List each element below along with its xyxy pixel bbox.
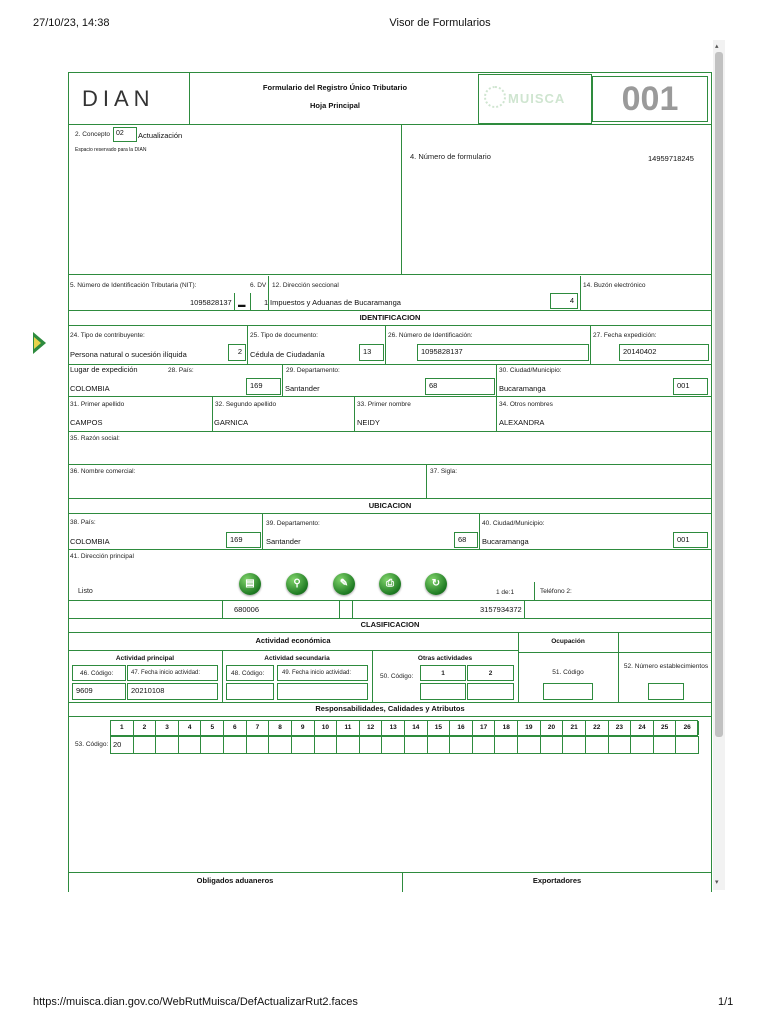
resp-column-header: 4	[179, 721, 202, 735]
resp-value-cell[interactable]	[540, 736, 564, 754]
mailbox-label: 14. Buzón electrónico	[583, 282, 646, 289]
ub-depto-label: 39. Departamento:	[266, 520, 320, 527]
codigo48-label: 48. Código:	[231, 670, 265, 677]
resp-column-header: 16	[450, 721, 473, 735]
nombre1-value: NEIDY	[357, 418, 380, 427]
dv-label: 6. DV	[250, 282, 267, 289]
concept-label: 2. Concepto	[75, 131, 111, 138]
resp-value-cell[interactable]	[336, 736, 360, 754]
concept-code-field[interactable]: 02	[113, 127, 137, 142]
pais-label: 28. País:	[168, 367, 194, 374]
resp-value-cell[interactable]	[562, 736, 586, 754]
window-title: Visor de Formularios	[389, 17, 491, 29]
form-frame	[68, 72, 712, 892]
nit-label: 5. Número de Identificación Tributaria (NIT):	[70, 282, 197, 289]
resp-column-header: 11	[337, 721, 360, 735]
resp-value-cell[interactable]	[517, 736, 541, 754]
resp-column-header: 15	[428, 721, 451, 735]
print-page-indicator: 1/1	[718, 996, 734, 1008]
resp-value-cell[interactable]	[246, 736, 270, 754]
otras-2-field[interactable]	[467, 683, 514, 700]
resp-column-header: 3	[156, 721, 179, 735]
pais-code[interactable]: 169	[246, 378, 281, 395]
reserved-space-label: Espacio reservado para la DIAN	[75, 147, 147, 153]
otras-1-field[interactable]	[420, 683, 466, 700]
tipo-contribuyente-code[interactable]: 2	[228, 344, 246, 361]
apellido2-label: 32. Segundo apellido	[215, 401, 277, 408]
depto-code[interactable]: 68	[425, 378, 495, 395]
otras-actividades-label: Otras actividades	[417, 655, 473, 662]
num52-field[interactable]	[648, 683, 684, 700]
resp-column-header: 19	[518, 721, 541, 735]
status-text: Listo	[78, 588, 93, 595]
scrollbar-up-arrow[interactable]: ▴	[715, 43, 719, 50]
print-icon[interactable]: ⎙	[379, 573, 401, 595]
resp-value-cell[interactable]	[359, 736, 383, 754]
ciudad-code[interactable]: 001	[673, 378, 708, 395]
resp-column-header: 17	[473, 721, 496, 735]
tipo-documento-value: Cédula de Ciudadanía	[250, 350, 325, 359]
ub-pais-label: 38. País:	[70, 519, 96, 526]
fecha47-label: 47. Fecha inicio actividad:	[131, 670, 201, 676]
resp-column-header: 22	[586, 721, 609, 735]
resp-value-cell[interactable]	[653, 736, 677, 754]
scrollbar[interactable]	[713, 40, 725, 890]
page-of-indicator: 1 de:1	[496, 589, 515, 596]
num52-label: 52. Número establecimientos	[623, 663, 709, 670]
apellido1-label: 31. Primer apellido	[70, 401, 125, 408]
print-url: https://muisca.dian.gov.co/WebRutMuisca/DefActualizarRut2.faces	[33, 996, 358, 1008]
resp-value-cell[interactable]	[381, 736, 405, 754]
muisca-logo: MUISCA	[508, 91, 566, 106]
concept-text: Actualización	[138, 131, 183, 140]
resp-column-header: 26	[676, 721, 699, 735]
side-nav-arrow-inner-icon	[34, 337, 41, 349]
resp-column-header: 6	[224, 721, 247, 735]
nombre2-value: ALEXANDRA	[499, 418, 545, 427]
ub-pais-code[interactable]: 169	[226, 532, 261, 548]
muisca-sun-icon	[484, 86, 506, 108]
responsabilidades-title: Responsabilidades, Calidades y Atributos	[315, 704, 465, 713]
resp-value-cell[interactable]	[291, 736, 315, 754]
nit-value: 1095828137	[190, 298, 232, 307]
resp-value-cell[interactable]	[608, 736, 632, 754]
tipo-documento-code[interactable]: 13	[359, 344, 384, 361]
act-secundaria-label: Actividad secundaria	[264, 655, 330, 662]
resp-value-cell[interactable]	[630, 736, 654, 754]
dir-seccional-label: 12. Dirección seccional	[272, 282, 339, 289]
direccion-principal-label: 41. Dirección principal	[70, 553, 134, 560]
resp-value-cell[interactable]: 20	[110, 736, 134, 754]
resp-value-cell[interactable]	[675, 736, 699, 754]
resp-value-cell[interactable]	[472, 736, 496, 754]
codigo51-field[interactable]	[543, 683, 593, 700]
resp-column-header: 24	[631, 721, 654, 735]
num-id-field[interactable]: 1095828137	[417, 344, 589, 361]
nombre-comercial-label: 36. Nombre comercial:	[70, 468, 136, 475]
resp-value-cell[interactable]	[178, 736, 202, 754]
resp-value-cell[interactable]	[268, 736, 292, 754]
resp-column-header: 1	[111, 721, 134, 735]
resp-value-cell[interactable]	[314, 736, 338, 754]
ub-ciudad-value: Bucaramanga	[482, 537, 529, 546]
form-number-label: 4. Número de formulario	[410, 152, 491, 161]
form-number-value: 14959718245	[648, 154, 694, 163]
otras-2-label: 2	[488, 670, 493, 677]
resp-value-cell[interactable]	[404, 736, 428, 754]
resp-column-header: 2	[134, 721, 157, 735]
codigo50-label: 50. Código:	[380, 673, 414, 680]
scrollbar-down-arrow[interactable]: ▾	[715, 879, 719, 886]
tipo-contribuyente-label: 24. Tipo de contribuyente:	[70, 332, 145, 339]
nit-dash: ▬	[238, 300, 246, 309]
resp-column-header: 7	[247, 721, 270, 735]
resp-column-header: 10	[315, 721, 338, 735]
codigo51-label: 51. Código	[552, 669, 584, 676]
dir-seccional-value: Impuestos y Aduanas de Bucaramanga	[270, 298, 401, 307]
dir-seccional-code[interactable]: 4	[550, 293, 578, 309]
resp-value-cell[interactable]	[200, 736, 224, 754]
resp-column-header: 14	[405, 721, 428, 735]
print-datetime: 27/10/23, 14:38	[33, 17, 110, 29]
resp-column-header: 20	[541, 721, 564, 735]
exportadores-label: Exportadores	[532, 876, 582, 885]
act-principal-label: Actividad principal	[115, 655, 175, 662]
search-icon[interactable]: ⚲	[286, 573, 308, 595]
ciudad-label: 30. Ciudad/Municipio:	[499, 367, 562, 374]
ub-depto-value: Santander	[266, 537, 301, 546]
actividad-economica-label: Actividad económica	[255, 636, 331, 645]
lugar-expedicion-label: Lugar de expedición	[70, 365, 138, 374]
codigo53-label: 53. Código:	[75, 741, 109, 748]
nombre1-label: 33. Primer nombre	[357, 401, 411, 408]
responsabilidades-header-row	[110, 720, 698, 736]
fecha47-field[interactable]: 20210108	[127, 683, 218, 700]
resp-column-header: 9	[292, 721, 315, 735]
fecha-expedicion-label: 27. Fecha expedición:	[593, 332, 657, 339]
fecha-expedicion-field[interactable]: 20140402	[619, 344, 709, 361]
fecha49-field[interactable]	[277, 683, 368, 700]
ub-ciudad-code[interactable]: 001	[673, 532, 708, 548]
postal-code-value: 680006	[234, 605, 260, 614]
resp-value-cell[interactable]	[427, 736, 451, 754]
form-title: Formulario del Registro Único Tributario	[262, 83, 408, 92]
apellido2-value: GARNICA	[214, 418, 249, 427]
resp-column-header: 8	[269, 721, 292, 735]
form-subtitle: Hoja Principal	[309, 101, 360, 110]
telefono-value: 3157934372	[480, 605, 522, 614]
resp-value-cell[interactable]	[155, 736, 179, 754]
apellido1-value: CAMPOS	[70, 418, 103, 427]
codigo48-field[interactable]	[226, 683, 274, 700]
depto-value: Santander	[285, 384, 320, 393]
codigo46-label: 46. Código:	[80, 670, 114, 677]
section-ubicacion: UBICACION	[368, 501, 412, 510]
refresh-icon[interactable]: ↻	[425, 573, 447, 595]
section-clasificacion: CLASIFICACION	[360, 620, 420, 629]
telefono2-label: Teléfono 2:	[540, 588, 572, 595]
tipo-contribuyente-value: Persona natural o sucesión ilíquida	[70, 350, 187, 359]
resp-value-cell[interactable]	[449, 736, 473, 754]
ub-depto-code[interactable]: 68	[454, 532, 478, 548]
nombre2-label: 34. Otros nombres	[499, 401, 553, 408]
tipo-documento-label: 25. Tipo de documento:	[250, 332, 318, 339]
dv-value: 1	[264, 298, 269, 307]
save-icon[interactable]: ▤	[239, 573, 261, 595]
resp-value-cell[interactable]	[133, 736, 157, 754]
razon-social-label: 35. Razón social:	[70, 435, 120, 442]
dian-logo: DIAN	[82, 86, 155, 111]
codigo46-field[interactable]: 9609	[72, 683, 126, 700]
edit-icon[interactable]: ✎	[333, 573, 355, 595]
resp-column-header: 12	[360, 721, 383, 735]
sigla-label: 37. Sigla:	[430, 468, 458, 475]
pais-value: COLOMBIA	[70, 384, 110, 393]
ub-ciudad-label: 40. Ciudad/Municipio:	[482, 520, 545, 527]
resp-column-header: 18	[495, 721, 518, 735]
ciudad-value: Bucaramanga	[499, 384, 546, 393]
num-id-label: 26. Número de Identificación:	[388, 332, 473, 339]
scrollbar-thumb[interactable]	[715, 52, 723, 737]
responsabilidades-value-row	[110, 736, 698, 754]
depto-label: 29. Departamento:	[286, 367, 340, 374]
resp-column-header: 21	[563, 721, 586, 735]
obligados-aduaneros-label: Obligados aduaneros	[196, 876, 274, 885]
fecha49-label: 49. Fecha inicio actividad:	[282, 670, 352, 676]
resp-value-cell[interactable]	[494, 736, 518, 754]
resp-column-header: 5	[201, 721, 224, 735]
resp-column-header: 25	[654, 721, 677, 735]
form-code: 001	[621, 80, 679, 118]
ocupacion-label: Ocupación	[551, 638, 585, 645]
section-identificacion: IDENTIFICACION	[359, 313, 421, 322]
otras-1-label: 1	[441, 670, 445, 677]
resp-value-cell[interactable]	[223, 736, 247, 754]
resp-column-header: 23	[609, 721, 632, 735]
resp-column-header: 13	[382, 721, 405, 735]
resp-value-cell[interactable]	[585, 736, 609, 754]
ub-pais-value: COLOMBIA	[70, 537, 110, 546]
